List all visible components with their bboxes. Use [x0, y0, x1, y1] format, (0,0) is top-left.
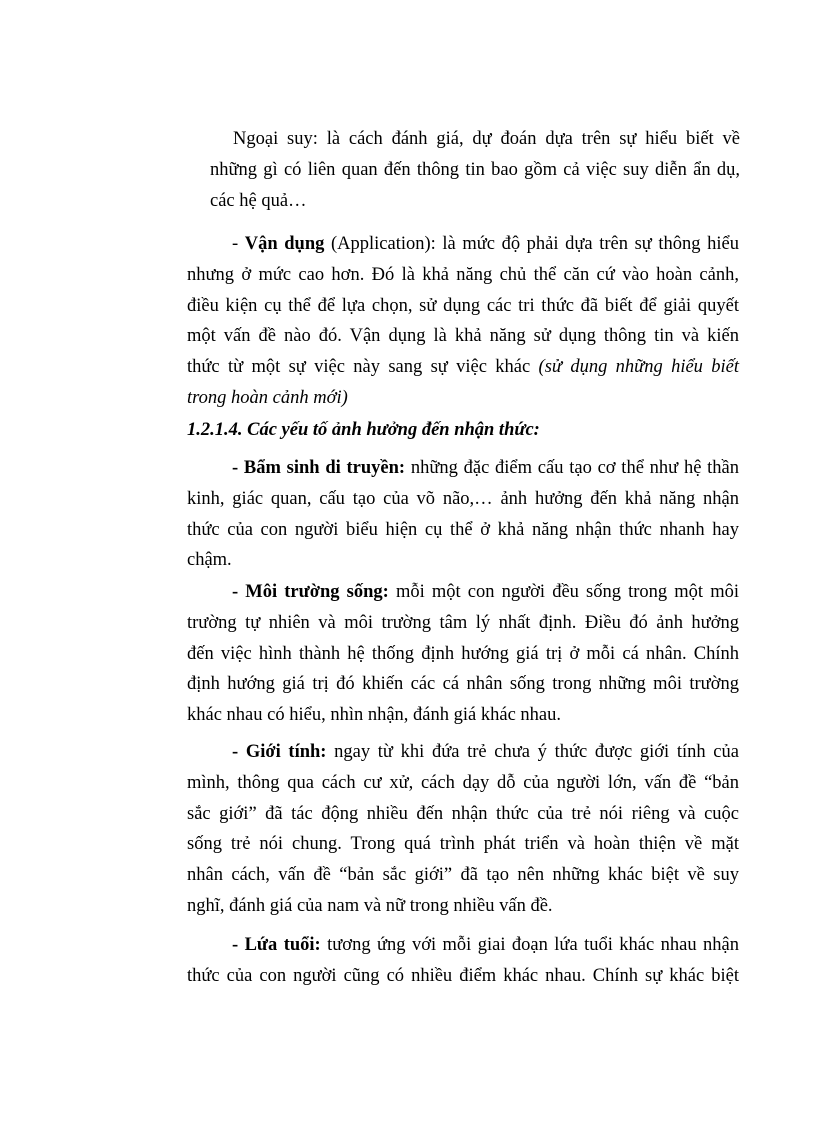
text-line: định hướng giá trị đó khiến các cá nhân sống trong những môi trường: [187, 674, 739, 695]
text-span: tương ứng với mỗi giai đoạn lứa tuổi khác nhau nhận: [320, 935, 739, 955]
text-line: [187, 930, 739, 961]
text-line: nhân cách, vấn đề “bản sắc giới” đã tạo nên những khác biệt về suy: [187, 865, 739, 886]
term-moi-truong: - Môi trường sống:: [232, 582, 389, 602]
term-gioi-tinh: - Giới tính:: [232, 742, 327, 762]
paragraph-lua-tuoi: [187, 930, 739, 992]
text-line: sắc giới” đã tác động nhiều đến nhận thức của trẻ nói riêng và cuộc: [187, 803, 739, 824]
text-span: mỗi một con người đều sống trong một môi: [388, 582, 739, 602]
italic-span: (sử dụng những hiểu biết: [538, 357, 739, 378]
text-line: mình, thông qua cách cư xử, cách dạy dỗ của người lớn, vấn đề “bản: [187, 772, 739, 793]
term-lua-tuoi: - Lứa tuổi:: [232, 935, 321, 955]
text-line: thức của con người biểu hiện cụ thể ở khả năng nhận thức nhanh hay: [187, 519, 739, 540]
paragraph-gioi-tinh: [187, 737, 739, 922]
text-line: [187, 577, 739, 608]
term-bam-sinh: - Bẩm sinh di truyền:: [232, 458, 406, 478]
paragraph-bam-sinh: [187, 453, 739, 576]
term-van-dung: Vận dụng: [244, 234, 325, 254]
text-span: thức từ một sự việc này sang sự việc khác: [187, 357, 539, 378]
text-line: khác nhau có hiểu, nhìn nhận, đánh giá khác nhau.: [187, 705, 561, 726]
text-line: sống trẻ nói chung. Trong quá trình phát triển và hoàn thiện về mặt: [187, 834, 739, 855]
text-line: điều kiện cụ thể để lựa chọn, sử dụng các tri thức đã biết để giải quyết: [187, 295, 739, 316]
text-line: chậm.: [187, 550, 232, 571]
text-line: Ngoại suy: là cách đánh giá, dự đoán dựa trên sự hiểu biết về: [233, 129, 740, 149]
section-heading: 1.2.1.4. Các yếu tố ảnh hưởng đến nhận thức:: [187, 420, 540, 440]
text-line: các hệ quả…: [210, 190, 307, 211]
text-span: ngay từ khi đứa trẻ chưa ý thức được giới tính của: [326, 742, 739, 762]
text-line: [187, 453, 739, 484]
text-line: đến việc hình thành hệ thống định hướng giá trị ở mỗi cá nhân. Chính: [187, 643, 739, 664]
text-span: những đặc điểm cấu tạo cơ thể như hệ thần: [405, 458, 740, 478]
text-line: [187, 352, 739, 383]
text-line: [187, 229, 739, 260]
paragraph-moi-truong: [187, 577, 739, 731]
text-line: những gì có liên quan đến thông tin bao gồm cả việc suy diễn ẩn dụ,: [210, 159, 740, 180]
text-line: một vấn đề nào đó. Vận dụng là khả năng sử dụng thông tin và kiến: [187, 326, 739, 347]
text-line: [187, 737, 739, 768]
text-line: nhưng ở mức cao hơn. Đó là khả năng chủ thể căn cứ vào hoàn cảnh,: [187, 264, 739, 285]
text-line: [187, 383, 739, 414]
text-line: trường tự nhiên và môi trường tâm lý nhất định. Điều đó ảnh hưởng: [187, 612, 739, 633]
paragraph-ngoai-suy: [210, 124, 740, 216]
text-line: kinh, giác quan, cấu tạo của võ não,… ảnh hưởng đến khả năng nhận: [187, 488, 739, 509]
paragraph-van-dung: [187, 229, 739, 414]
italic-span: trong hoàn cảnh mới): [187, 387, 348, 408]
text-line: thức của con người cũng có nhiều điểm khác nhau. Chính sự khác biệt: [187, 965, 739, 986]
text-line: nghĩ, đánh giá của nam và nữ trong nhiều vấn đề.: [187, 895, 553, 916]
text-span: (Application): là mức độ phải dựa trên sự thông hiểu: [324, 234, 739, 254]
dash-prefix: -: [232, 234, 245, 254]
